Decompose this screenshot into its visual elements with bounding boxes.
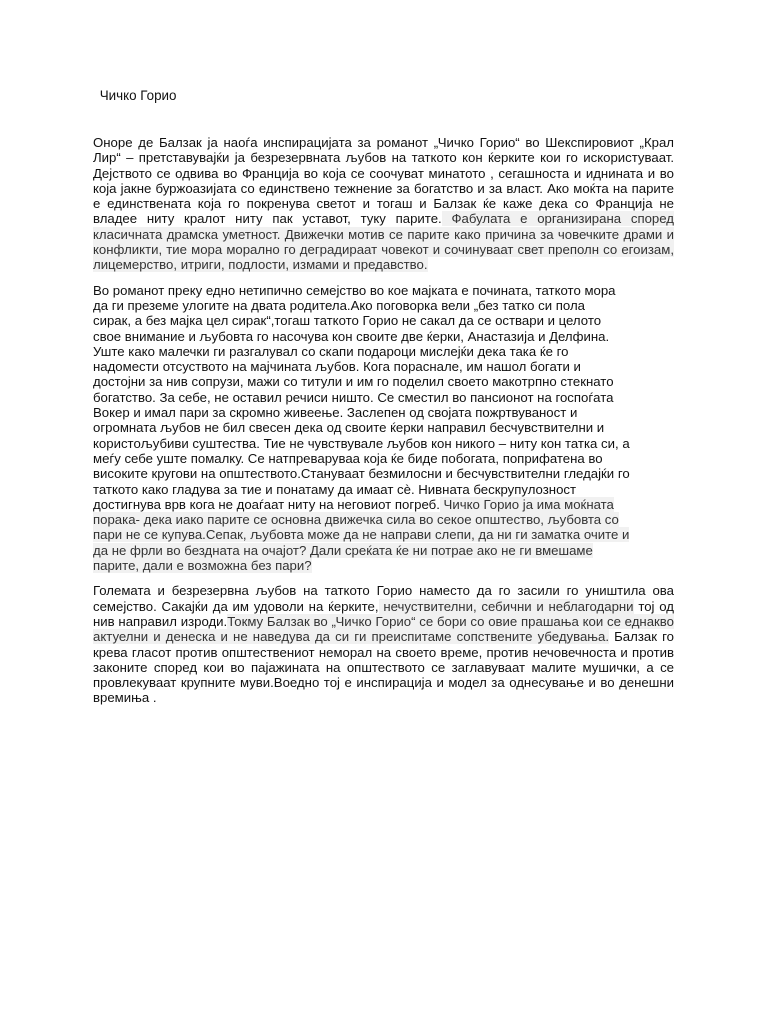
- paragraph-1: [93, 135, 674, 273]
- paragraph-1-highlighted-text: Фабулата е организирана според класичната драмска уметност. Движечки мотив се парите како причина за човечките драми и конфликти, тие мора морално го деградираат човекот и сочинуваат свет преполн со егоизам, лицемерство, итриги, подлости, измами и предавство.: [93, 211, 675, 273]
- paragraph-3-highlighted-b: Токму Балзак во „Чичко Горио“ се бори со овие прашања кои се еднакво актуелни и денеска и не наведува да си ги преиспитаме сопствените убедувања.: [93, 613, 674, 645]
- paragraph-3-text-b: тој од нив направил изроди.: [93, 598, 675, 629]
- paragraph-3: [93, 583, 674, 705]
- paragraph-2: [93, 283, 674, 574]
- paragraph-1-text: Оноре де Балзак ја наоѓа инспирацијата за романот „Чичко Горио“ во Шекспировиот „Крал Лир“ – претставувајќи ја безрезервната љубов на таткото кон ќерките кои го искористуваат. Дејството се одвива во Франција во која се соочуват минатото , сегашноста и иднината и во која јакне буржоазијата со единствено тежнение за богатство и за власт. Ако моќта на парите е единствената која го покренува светот и тогаш и Балзак ќе каже дека со Франција не владее ниту кралот ниту пак уставот, туку парите.: [93, 135, 674, 227]
- paragraph-3-text-a: Големата и безрезервна љубов на таткото Горио наместо да го засили го уништила ова семејство. Сакајќи да им удоволи на ќерките,: [93, 583, 674, 614]
- document-title: Чичко Горио: [96, 88, 177, 103]
- paragraph-3-text-c: Балзак го крева гласот против општествениот неморал на своето време, против нечовечноста и против законите според кои во пајажината на општеството се заглавуваат малите мушички, а се провлекуваат крупните муви.Воедно тој е инспирација и модел за однесување и во денешни времиња .: [93, 629, 674, 706]
- paragraph-3-highlighted-a: нечуствителни, себични и неблагодарни: [378, 598, 634, 614]
- paragraph-2-highlighted-text: Чичко Горио ја има моќната порака- дека иако парите се основна движечка сила во секое општество, љубовта со пари не се купува.Сепак, љубовта може да не направи слепи, да ни ги заматка очите и да не фрли во бездната на очајот? Дали среќата ќе ни потрае ако не ги вмешаме парите, дали е возможна без пари?: [93, 496, 630, 574]
- paragraph-2-text: Во романот преку едно нетипично семејство во кое мајката е почината, таткото мора да ги преземе улогите на двата родитела.Ако поговорка вели „без татко си пола сирак, а без мајка цел сирак“,тогаш таткото Горио не сакал да се оствари и целото свое внимание и љубовта го насочува кон своите две ќерки, Анастазија и Делфина. Уште како малечки ги разгалувал со скапи подароци мислејќи дека така ќе го надомести отсуството на мајчината љубов. Кога пораснале, им нашол богати и достојни за нив сопрузи, мажи со титули и им го поделил своето макотрпно стекнато богатство. За себе, не оставил речиси ништо. Се сместил во пансионот на госпоѓата Вокер и имал пари за скромно живеење. Заслепен од својата пожртвуваност и огромната љубов не бил свесен дека од своите ќерки направил бесчувствителни и користољубиви суштества. Тие не чувствувале љубов кон никого – ниту кон татка си, а меѓу себе уште помалку. Се натпреваруваа која ќе биде побогата, поприфатена во високите кругови на општеството.Стануваат безмилосни и бесчувствителни гледајќи го таткото како гладува за тие и понатаму да имаат сè. Нивната бескрупулозност достигнува врв кога не доаѓаат ниту на неговиот погреб.: [93, 282, 630, 512]
- document-body: [93, 135, 674, 716]
